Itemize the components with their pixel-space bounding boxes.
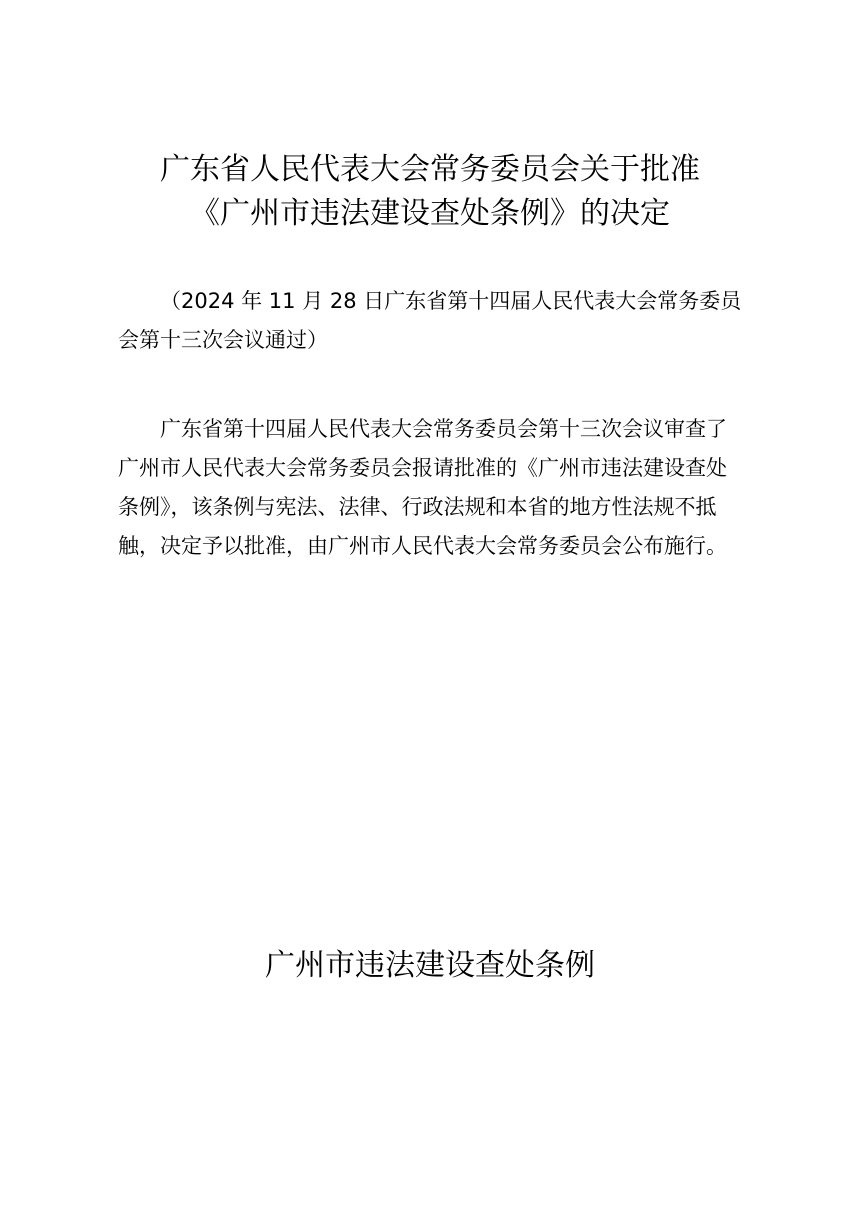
decision-title (118, 148, 742, 236)
decision-title-line-2: 《广州市违法建设查处条例》的决定 (190, 196, 670, 231)
regulation-title: 广州市违法建设查处条例 (265, 948, 595, 983)
decision-body-paragraph: 广东省第十四届人民代表大会常务委员会第十三次会议审查了广州市人民代表大会常务委员会报请批准的《广州市违法建设查处条例》，该条例与宪法、法律、行政法规和本省的地方性法规不抵触，决定予以批准，由广州市人民代表大会常务委员会公布施行。 (118, 417, 727, 558)
decision-title-line-1: 广东省人民代表大会常务委员会关于批准 (160, 152, 700, 187)
adoption-note: （2024 年 11 月 28 日广东省第十四届人民代表大会常务委员会第十三次会议通过） (118, 289, 742, 352)
